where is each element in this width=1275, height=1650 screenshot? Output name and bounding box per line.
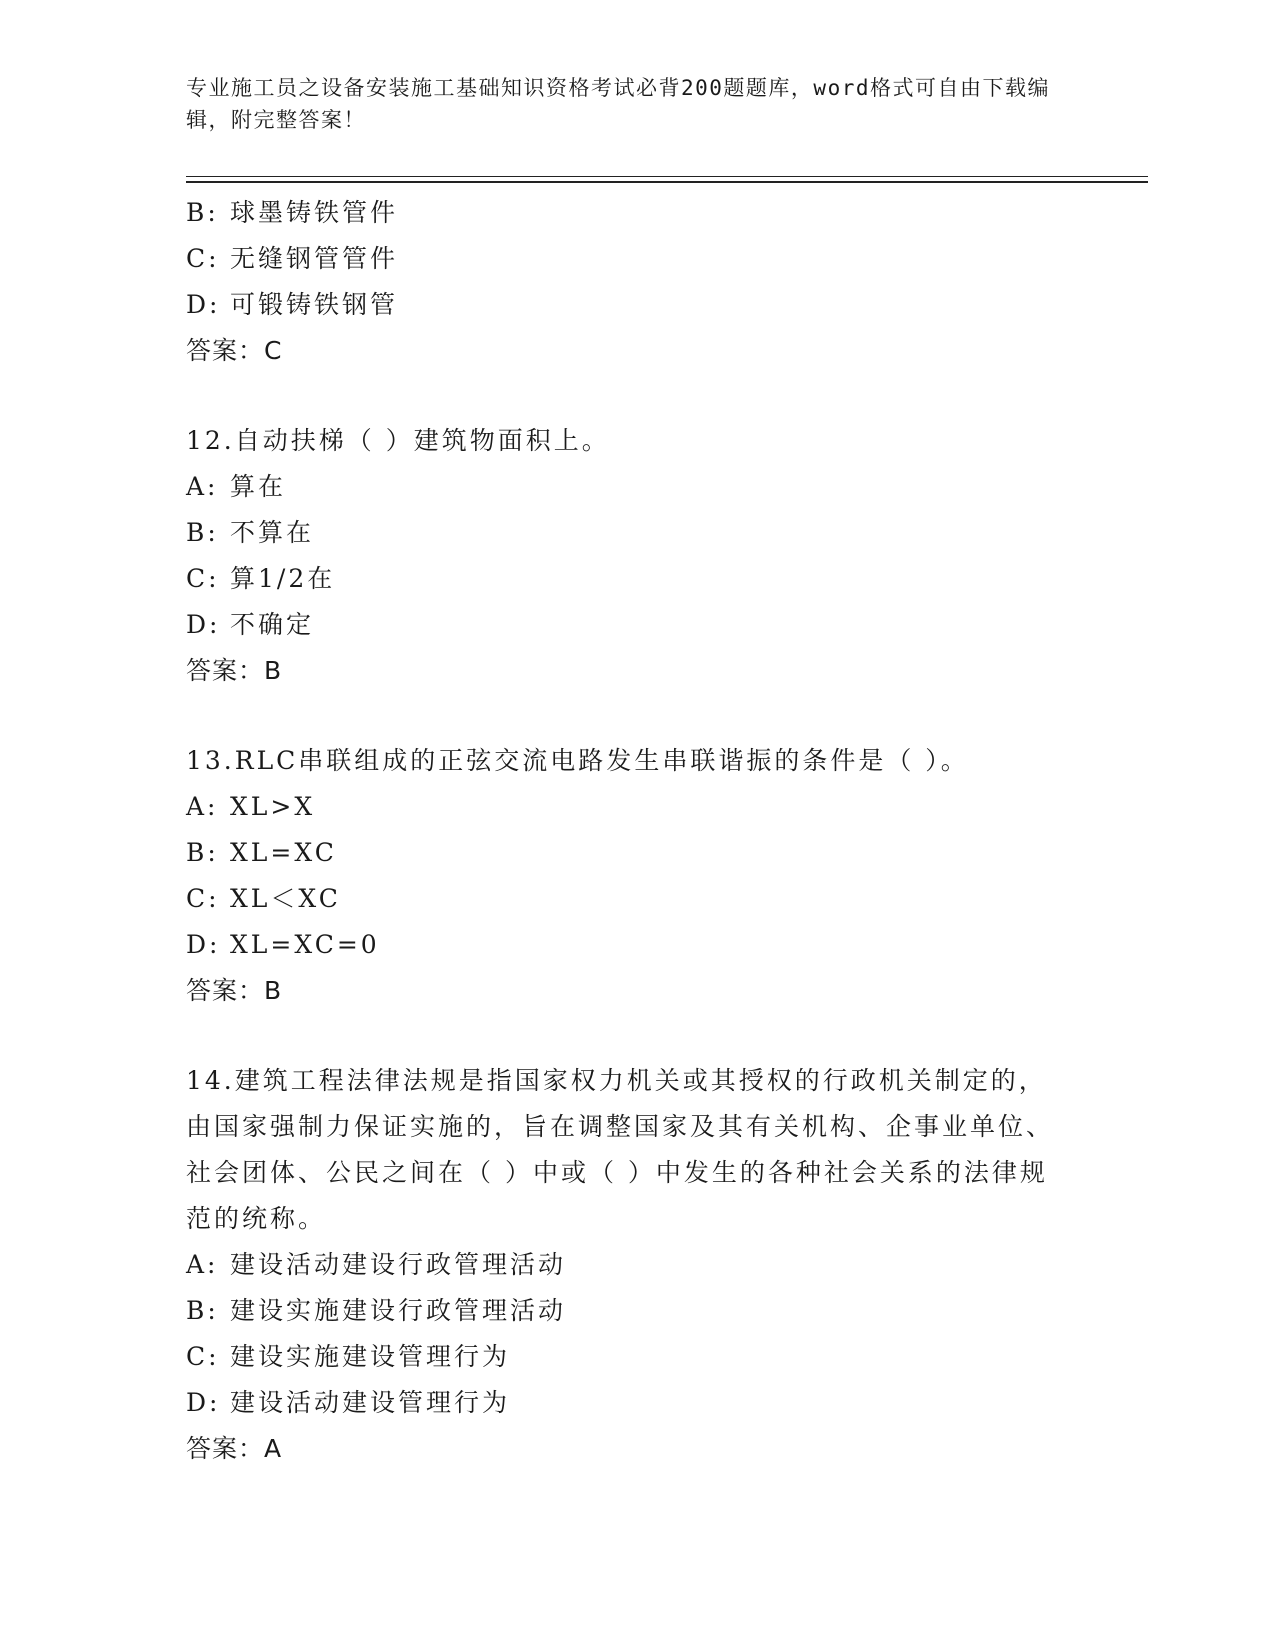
question-stem: 12.自动扶梯（ ）建筑物面积上。 [186,426,610,455]
option-text: 算在 [230,472,287,501]
option-c [186,556,1066,602]
option-d [186,1380,1066,1426]
option-a [186,1242,1066,1288]
option-letter: D: [186,1388,221,1417]
header-divider-thin [186,176,1148,177]
option-text: 不算在 [230,518,315,547]
option-text: 建设活动建设行政管理活动 [230,1250,567,1279]
option-text: 不确定 [230,610,315,639]
option-text: 建设活动建设管理行为 [230,1388,511,1417]
option-text: 球墨铸铁管件 [230,198,399,227]
spacer [186,694,1066,738]
question-13 [186,738,1066,1014]
option-letter: D: [186,290,221,319]
option-letter: A: [186,472,219,501]
option-a [186,464,1066,510]
option-letter: D: [186,930,221,959]
option-b [186,1288,1066,1334]
option-letter: B: [186,838,219,867]
option-text: XL>X [230,792,316,821]
option-b [186,510,1066,556]
option-text: XL＜XC [230,884,341,913]
answer-line: 答案：B [186,656,283,685]
question-list [186,190,1066,1472]
option-letter: B: [186,518,219,547]
option-letter: A: [186,792,219,821]
option-text: 建设实施建设管理行为 [230,1342,511,1371]
option-b [186,830,1066,876]
option-b [186,190,1066,236]
answer-line: 答案：C [186,336,283,365]
option-c [186,876,1066,922]
document-header: 专业施工员之设备安装施工基础知识资格考试必背200题题库，word格式可自由下载编辑，附完整答案！ [186,76,1050,132]
option-letter: C: [186,1342,220,1371]
option-d [186,602,1066,648]
prev-question-block [186,190,1066,374]
option-letter: C: [186,244,220,273]
option-text: 建设实施建设行政管理活动 [230,1296,567,1325]
option-text: XL=XC=0 [230,930,380,959]
option-c [186,236,1066,282]
option-letter: D: [186,610,221,639]
question-stem: 14.建筑工程法律法规是指国家权力机关或其授权的行政机关制定的，由国家强制力保证实施的，旨在调整国家及其有关机构、企事业单位、社会团体、公民之间在（ ）中或（ ）中发生的各种社会关系的法律规范的统称。 [186,1066,1055,1233]
option-letter: C: [186,884,220,913]
question-14 [186,1058,1066,1472]
answer-line: 答案：B [186,976,283,1005]
option-letter: A: [186,1250,219,1279]
answer-line: 答案：A [186,1434,283,1463]
option-letter: C: [186,564,220,593]
option-text: XL=XC [230,838,337,867]
option-letter: B: [186,1296,219,1325]
question-12 [186,418,1066,694]
option-letter: B: [186,198,219,227]
spacer [186,374,1066,418]
option-text: 算1/2在 [230,564,336,593]
spacer [186,1014,1066,1058]
option-a [186,784,1066,830]
option-d [186,282,1066,328]
option-d [186,922,1066,968]
header-divider-thick [186,181,1148,183]
option-text: 无缝钢管管件 [230,244,399,273]
question-stem: 13.RLC串联组成的正弦交流电路发生串联谐振的条件是（ ）。 [186,746,969,775]
option-text: 可锻铸铁钢管 [230,290,399,319]
option-c [186,1334,1066,1380]
